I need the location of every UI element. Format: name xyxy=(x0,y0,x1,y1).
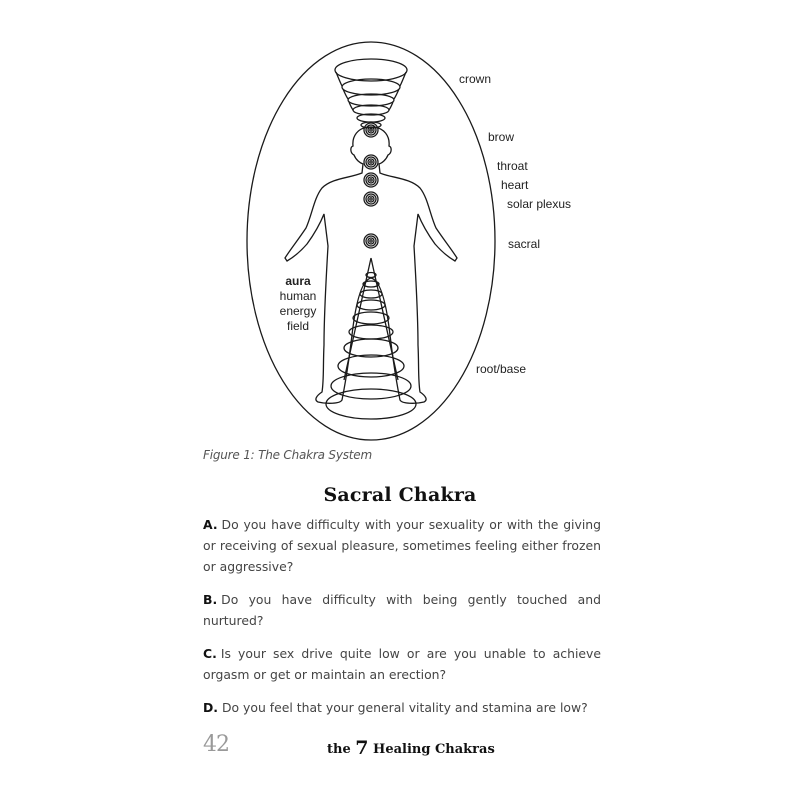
root-cone-icon xyxy=(326,258,416,419)
question-letter: C. xyxy=(203,646,217,661)
question-c xyxy=(203,643,601,685)
aura-title: aura xyxy=(285,274,311,288)
label-throat: throat xyxy=(497,159,528,173)
aura-label xyxy=(270,274,326,334)
question-text: Do you have difficulty with being gently touched and nurtured? xyxy=(203,592,601,628)
label-solar-plexus: solar plexus xyxy=(507,197,572,211)
question-letter: B. xyxy=(203,592,218,607)
question-b xyxy=(203,589,601,631)
label-root: root/base xyxy=(476,362,527,376)
figure-caption: Figure 1: The Chakra System xyxy=(203,448,372,462)
crown-funnel-icon xyxy=(335,59,407,128)
aura-line-2: energy xyxy=(279,304,317,318)
footer-title-pre: the xyxy=(327,742,351,757)
page-number: 42 xyxy=(203,732,229,757)
question-text: Do you have difficulty with your sexuality or with the giving or receiving of sexual pleasure, sometimes feeling either frozen or aggressive? xyxy=(203,517,601,574)
aura-line-3: field xyxy=(286,319,309,333)
label-brow: brow xyxy=(488,130,515,144)
question-a xyxy=(203,514,601,577)
aura-line-1: human xyxy=(279,289,317,303)
section-heading: Sacral Chakra xyxy=(323,484,477,506)
running-footer-title xyxy=(327,737,495,759)
question-text: Is your sex drive quite low or are you unable to achieve orgasm or get or maintain an erection? xyxy=(203,646,601,682)
label-heart: heart xyxy=(501,178,529,192)
question-d xyxy=(203,697,601,718)
chakra-spirals-icon xyxy=(364,123,378,248)
label-crown: crown xyxy=(459,72,492,86)
question-list xyxy=(203,514,601,730)
footer-title-num: 7 xyxy=(355,737,369,759)
question-text: Do you feel that your general vitality and stamina are low? xyxy=(222,700,588,715)
footer-title-post: Healing Chakras xyxy=(373,742,495,757)
question-letter: A. xyxy=(203,517,218,532)
label-sacral: sacral xyxy=(508,237,541,251)
aura-ellipse xyxy=(247,42,495,440)
question-letter: D. xyxy=(203,700,218,715)
